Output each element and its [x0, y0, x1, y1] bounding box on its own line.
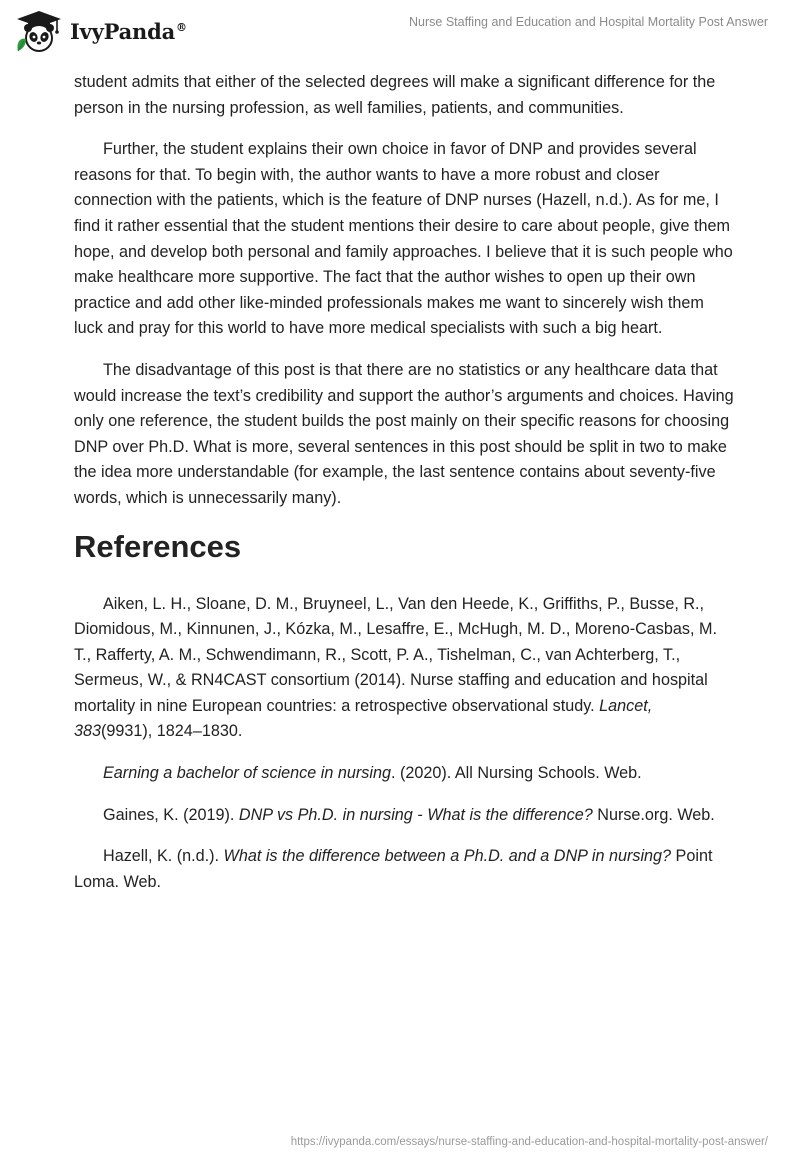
reference-text: . (2020). All Nursing Schools. Web.	[390, 764, 642, 783]
ivypanda-logo[interactable]	[14, 8, 187, 54]
registered-mark: ®	[176, 20, 187, 34]
reference-item	[74, 761, 734, 787]
body-paragraph: Further, the student explains their own choice in favor of DNP and provides several reasons for that. To begin with, the author wants to have a more robust and closer connection with the patients, which is the feature of DNP nurses (Hazell, n.d.). As for me, I find it rather essential that the student mentions their desire to care about people, give them hope, and develop both personal and family approaches. I believe that it is such people who make healthcare more supportive. The fact that the author wishes to open up their own practice and add other like-minded professionals makes me want to sincerely wish them luck and pray for this world to have more medical specialists with such a big heart.	[74, 140, 733, 338]
page-header	[0, 0, 800, 64]
reference-item	[74, 844, 734, 895]
panda-graduate-icon	[14, 9, 64, 53]
reference-text: Point Loma. Web.	[74, 847, 713, 891]
reference-item	[74, 592, 734, 746]
reference-text: Gaines, K. (2019).	[103, 805, 239, 824]
reference-item	[74, 803, 734, 829]
reference-text: Aiken, L. H., Sloane, D. M., Bruyneel, L., Van den Heede, K., Griffiths, P., Busse, R., Diomidous, M., Kinnunen, J., Kózka, M., Lesaffre, E., McHugh, M. D., Moreno-Casbas, M. T., Rafferty, A. M., Schwendimann, R., Scott, P. A., Tishelman, C., van Achterberg, T., Sermeus, W., & RN4CAST consortium (2014). Nurse staffing and education and hospital mortality in nine European countries: a retrospective observational study.	[74, 594, 717, 715]
reference-italic: DNP vs Ph.D. in nursing - What is the difference?	[238, 805, 593, 824]
body-paragraph: The disadvantage of this post is that there are no statistics or any healthcare data that would increase the text’s credibility and support the author’s arguments and choices. Having only one reference, the student builds the post mainly on their specific reasons for choosing DNP over Ph.D. What is more, several sentences in this post should be split in two to make the idea more understandable (for example, the last sentence contains about seventy-five words, which is unnecessarily many).	[74, 360, 734, 507]
source-url[interactable]: https://ivypanda.com/essays/nurse-staffing-and-education-and-hospital-mortality-post-answer/	[290, 1136, 768, 1148]
reference-italic: Earning a bachelor of science in nursing	[103, 764, 391, 783]
reference-text: Hazell, K. (n.d.).	[103, 847, 224, 866]
reference-text: Nurse.org. Web.	[592, 805, 715, 824]
references-heading: References	[74, 528, 242, 564]
brand-text: IvyPanda	[70, 18, 176, 44]
document-title: Nurse Staffing and Education and Hospital Mortality Post Answer	[409, 15, 768, 29]
brand-name	[70, 19, 187, 44]
essay-content	[74, 70, 734, 911]
reference-italic: What is the difference between a Ph.D. and a DNP in nursing?	[223, 847, 672, 866]
body-paragraph: student admits that either of the selected degrees will make a significant difference for the person in the nursing profession, as well families, patients, and communities.	[74, 73, 716, 117]
reference-text: (9931), 1824–1830.	[101, 722, 243, 741]
reference-italic: Lancet, 383	[74, 696, 653, 741]
